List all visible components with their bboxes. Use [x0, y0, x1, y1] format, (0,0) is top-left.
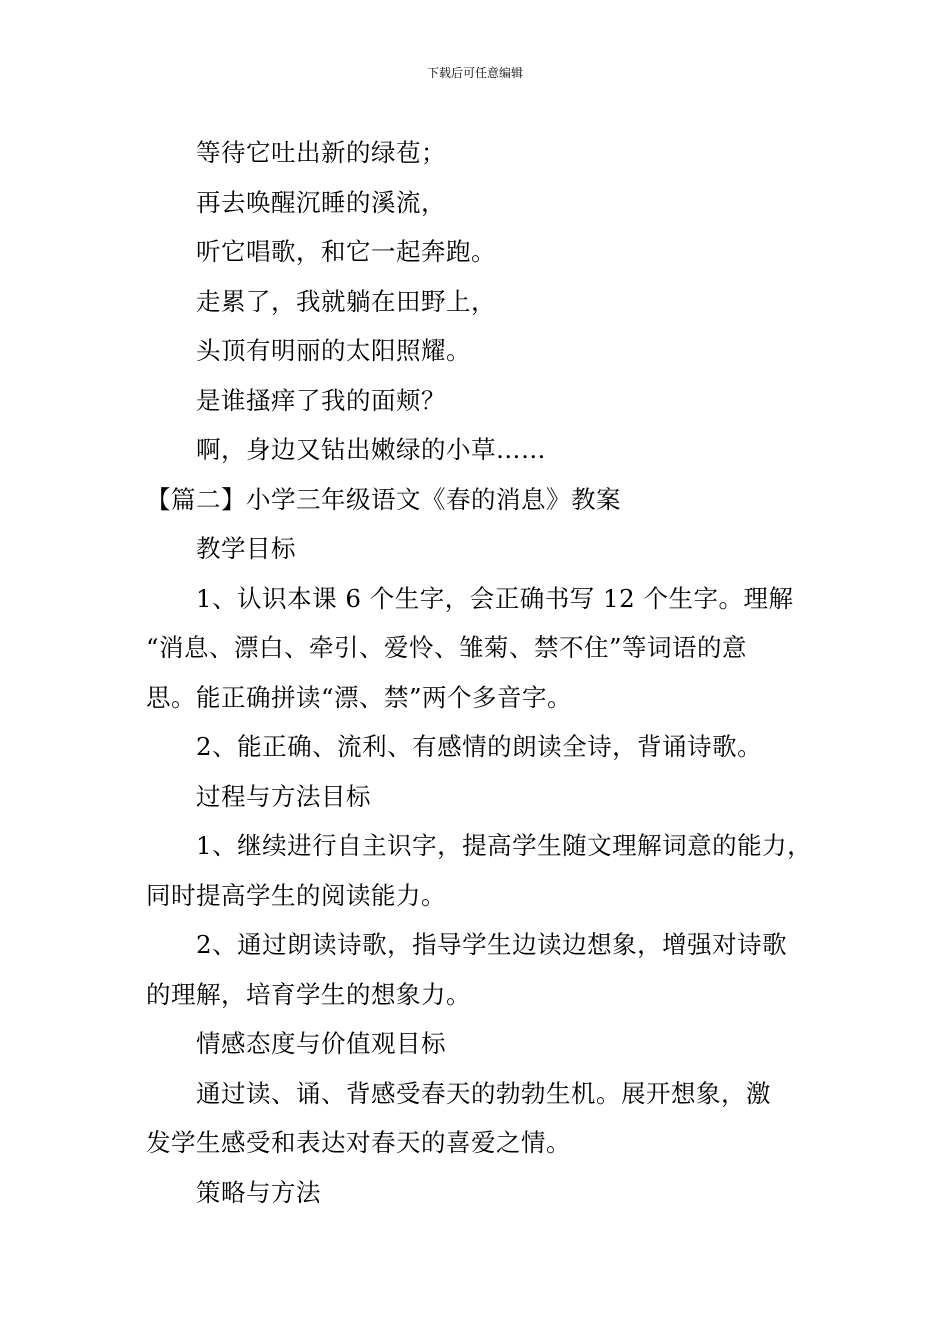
poem-line: 走累了，我就躺在田野上， [196, 286, 496, 316]
poem-line: 是谁搔痒了我的面颊？ [196, 385, 446, 415]
goal1-line3: 思。能正确拼读“漂、禁”两个多音字。 [146, 682, 573, 712]
poem-line: 等待它吐出新的绿苞； [196, 138, 446, 167]
emotion-heading: 情感态度与价值观目标 [196, 1029, 446, 1058]
document-body [146, 128, 818, 1217]
strategy-heading: 策略与方法 [196, 1177, 321, 1207]
poem-line: 啊，身边又钻出嫩绿的小草…… [196, 435, 546, 464]
process1-line1: 1、继续进行自主识字，提高学生随文理解词意的能力， [196, 831, 813, 860]
poem-line: 听它唱歌，和它一起奔跑。 [196, 237, 496, 266]
goal2-line: 2、能正确、流利、有感情的朗读全诗，背诵诗歌。 [196, 732, 763, 761]
goal1-line2: “消息、漂白、牵引、爱怜、雏菊、禁不住”等词语的意 [146, 633, 748, 662]
process-heading: 过程与方法目标 [196, 781, 371, 811]
poem-line: 头顶有明丽的太阳照耀。 [196, 336, 471, 365]
section-title: 【篇二】小学三年级语文《春的消息》教案 [146, 484, 621, 514]
emotion-line1: 通过读、诵、背感受春天的勃勃生机。展开想象，激 [196, 1078, 771, 1108]
process1-line2: 同时提高学生的阅读能力。 [146, 880, 446, 910]
process2-line1: 2、通过朗读诗歌，指导学生边读边想象，增强对诗歌 [196, 930, 788, 959]
goal1-line1: 1、认识本课 6 个生字，会正确书写 12 个生字。理解 [196, 583, 794, 613]
poem-line: 再去唤醒沉睡的溪流， [196, 187, 446, 217]
emotion-line2: 发学生感受和表达对春天的喜爱之情。 [146, 1128, 571, 1157]
page-header: 下载后可任意编辑 [426, 66, 523, 80]
teaching-goals-heading: 教学目标 [196, 534, 296, 563]
process2-line2: 的理解，培育学生的想象力。 [146, 979, 471, 1009]
